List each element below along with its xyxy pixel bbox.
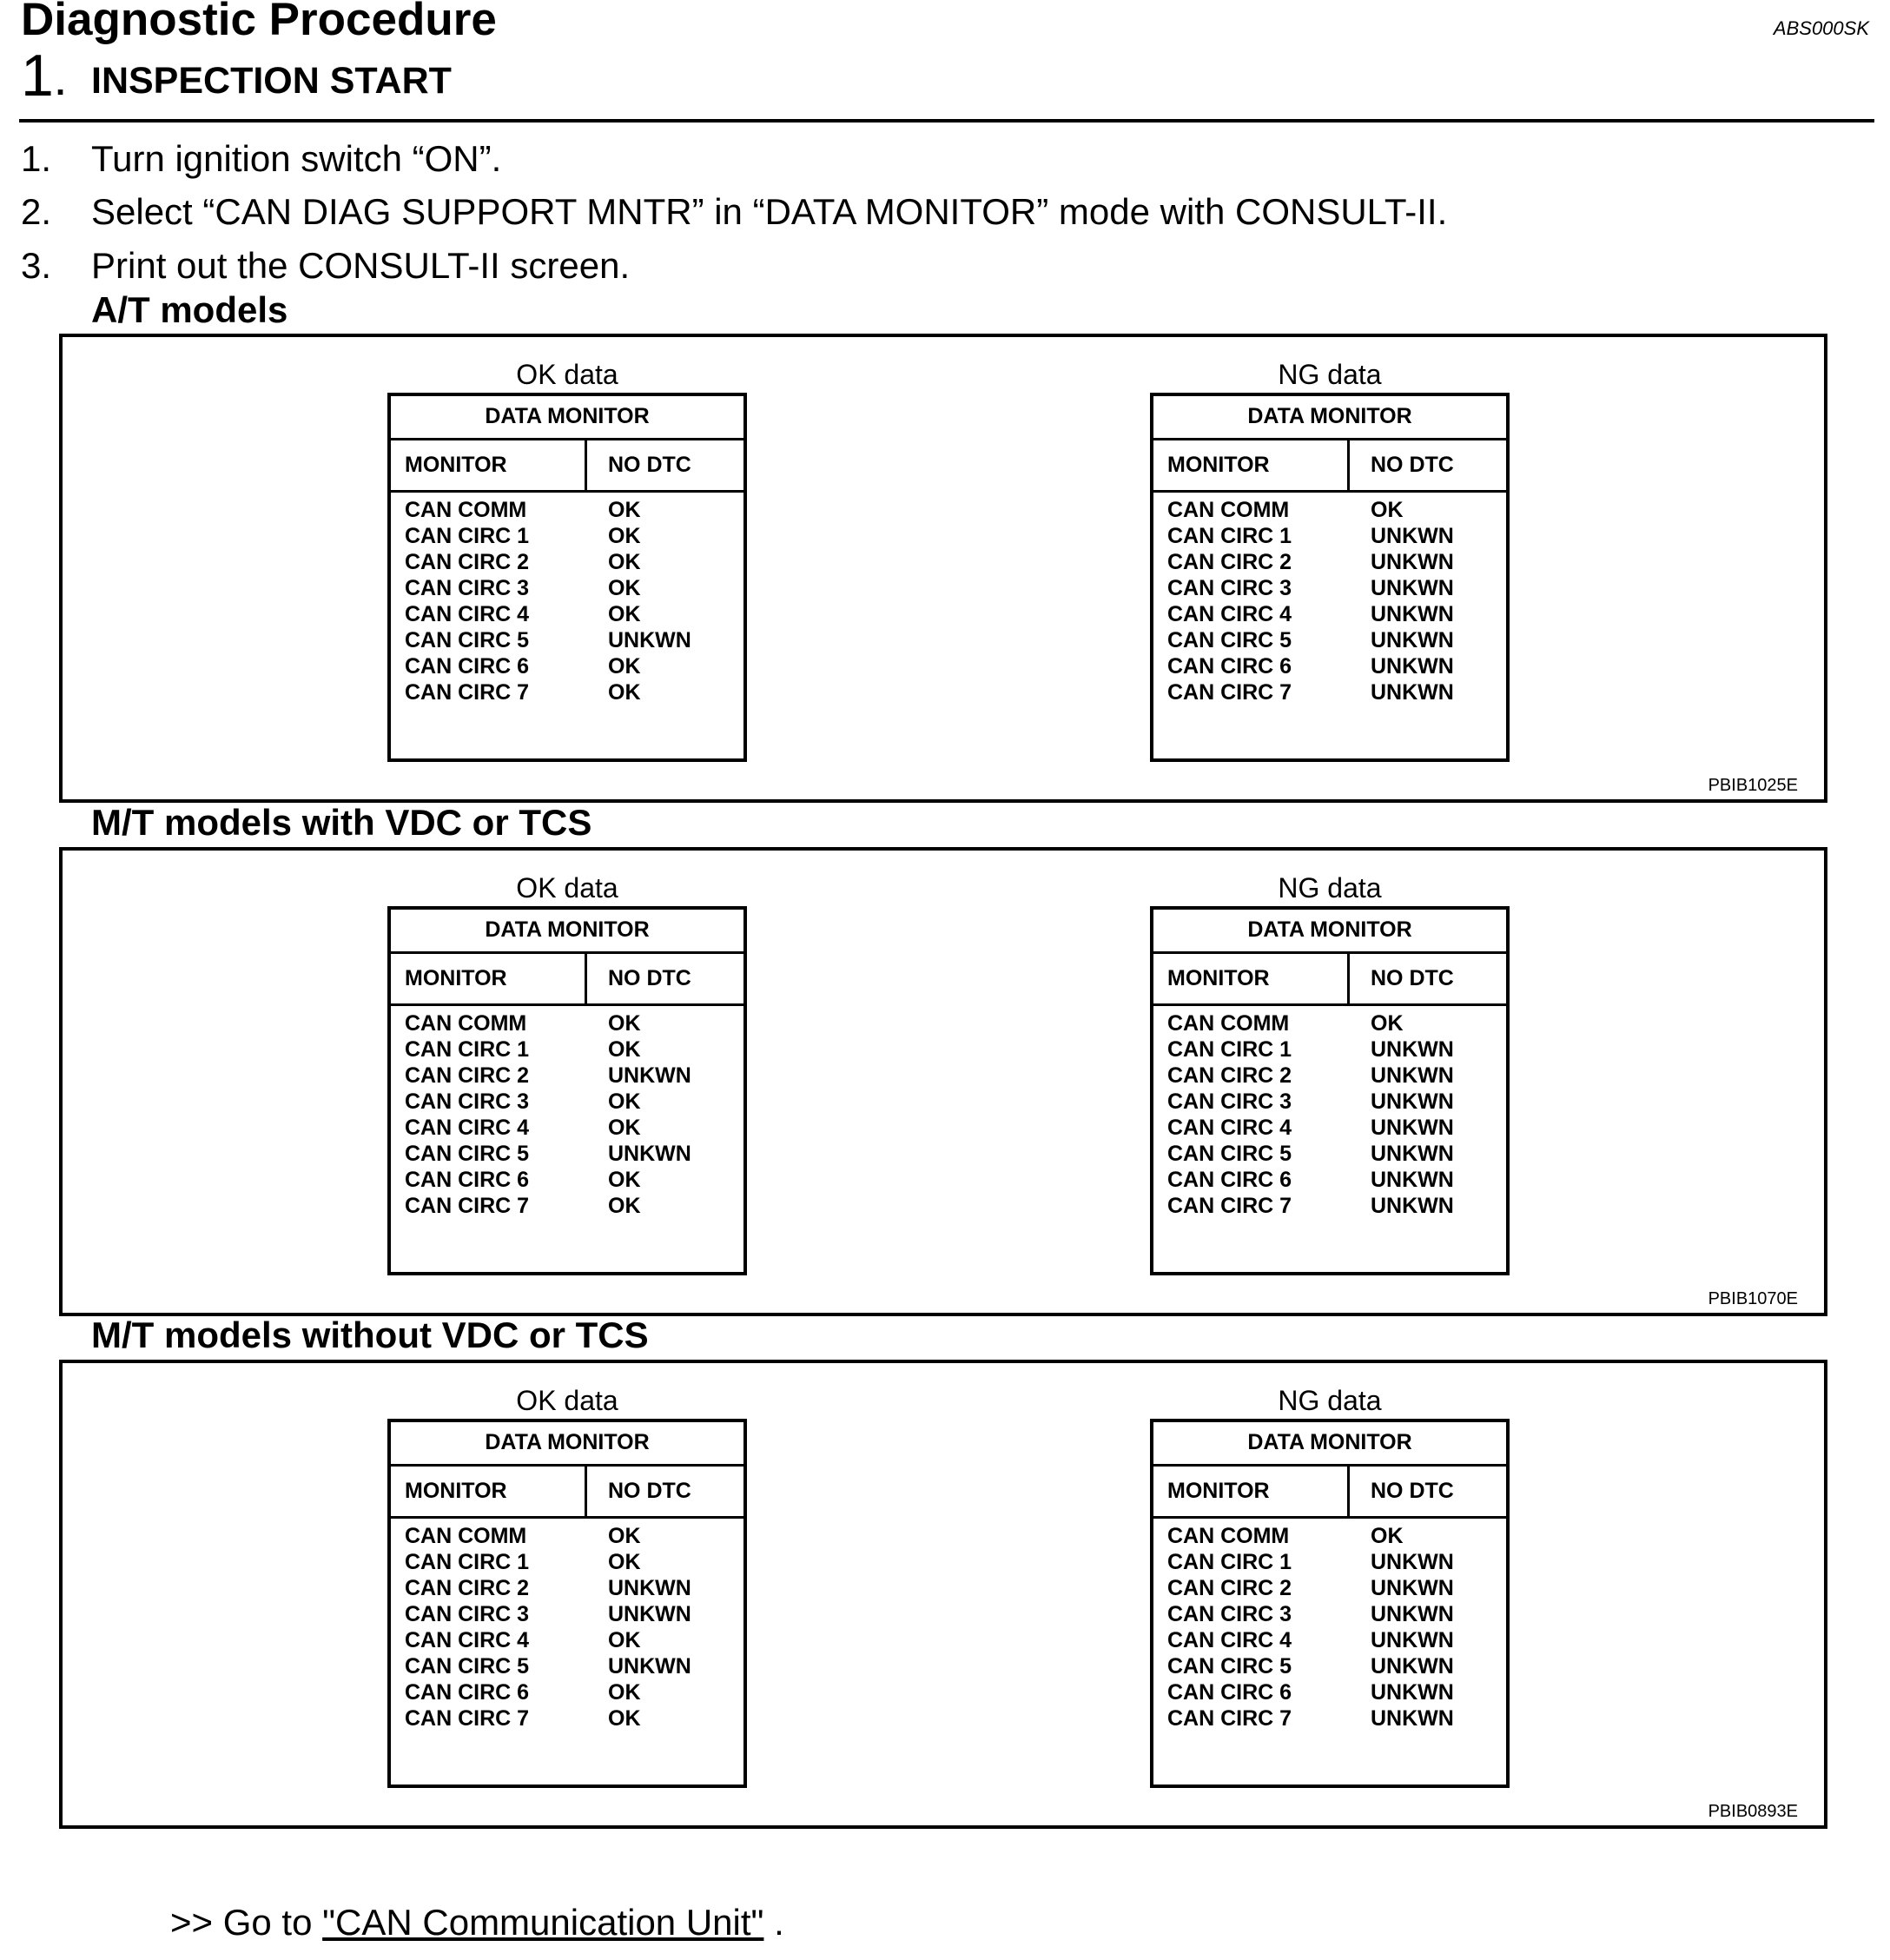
column-header <box>391 440 743 493</box>
monitor-item-status: UNKWN <box>1371 524 1454 548</box>
monitor-item-status: OK <box>608 1550 641 1574</box>
instruction-number: 3. <box>21 245 52 286</box>
column-header <box>1153 440 1506 493</box>
column-header <box>391 1467 743 1519</box>
monitor-item-name: CAN CIRC 7 <box>405 1194 530 1218</box>
instruction-number: 1. <box>21 138 52 179</box>
data-monitor-box <box>387 906 747 1275</box>
monitor-row <box>1167 679 1506 705</box>
monitor-item-status: OK <box>608 1011 641 1036</box>
monitor-item-name: CAN CIRC 2 <box>1167 550 1292 574</box>
monitor-item-name: CAN CIRC 4 <box>1167 1116 1292 1140</box>
heading-divider <box>19 119 1874 122</box>
monitor-item-name: CAN COMM <box>405 1524 527 1548</box>
data-monitor-box <box>1150 1419 1510 1788</box>
monitor-item-status: OK <box>608 498 641 522</box>
data-monitor-box <box>1150 393 1510 762</box>
monitor-item-status: UNKWN <box>1371 1628 1454 1652</box>
monitor-item-status: OK <box>608 1524 641 1548</box>
monitor-item-status: UNKWN <box>1371 1602 1454 1626</box>
monitor-row <box>1167 1679 1506 1705</box>
monitor-row <box>1167 1601 1506 1627</box>
monitor-item-status: OK <box>608 654 641 679</box>
instruction-text: Print out the CONSULT-II screen. <box>91 245 631 286</box>
section-title: M/T models without VDC or TCS <box>91 1314 649 1355</box>
ng-data-block <box>1150 1384 1510 1788</box>
monitor-item-status: OK <box>608 680 641 705</box>
document-code: ABS000SK <box>1773 17 1869 39</box>
ok-data-caption: OK data <box>516 872 618 904</box>
monitor-row <box>405 653 743 679</box>
monitor-row <box>405 1705 743 1732</box>
no-dtc-column-label: NO DTC <box>1371 966 1454 990</box>
ng-data-block <box>1150 358 1510 762</box>
monitor-rows <box>1167 1010 1506 1219</box>
monitor-item-name: CAN CIRC 3 <box>405 1089 530 1114</box>
monitor-row <box>1167 1089 1506 1115</box>
monitor-item-status: UNKWN <box>1371 628 1454 652</box>
monitor-column-label: MONITOR <box>1153 440 1350 490</box>
monitor-row <box>405 1010 743 1036</box>
no-dtc-column-label: NO DTC <box>1371 1479 1454 1503</box>
monitor-item-name: CAN CIRC 4 <box>405 602 530 626</box>
monitor-row <box>405 1141 743 1167</box>
monitor-item-status: UNKWN <box>1371 1116 1454 1140</box>
column-header <box>391 954 743 1006</box>
monitor-row <box>1167 1167 1506 1193</box>
monitor-row <box>405 497 743 523</box>
monitor-row <box>1167 653 1506 679</box>
monitor-item-status: UNKWN <box>1371 550 1454 574</box>
monitor-item-status: OK <box>1371 1011 1404 1036</box>
monitor-item-name: CAN CIRC 3 <box>1167 1089 1292 1114</box>
monitor-row <box>1167 1036 1506 1063</box>
monitor-row <box>405 1653 743 1679</box>
monitor-item-status: UNKWN <box>1371 602 1454 626</box>
monitor-row <box>405 627 743 653</box>
monitor-item-name: CAN CIRC 2 <box>405 550 530 574</box>
monitor-item-status: UNKWN <box>608 1654 691 1679</box>
monitor-item-name: CAN CIRC 6 <box>1167 654 1292 679</box>
section-title: A/T models <box>91 289 288 330</box>
monitor-row <box>405 1679 743 1705</box>
monitor-item-name: CAN CIRC 5 <box>1167 628 1292 652</box>
monitor-column-label: MONITOR <box>391 440 587 490</box>
monitor-item-name: CAN CIRC 1 <box>1167 1550 1292 1574</box>
footer-prefix: >> Go to <box>170 1902 323 1943</box>
column-header <box>1153 954 1506 1006</box>
monitor-item-status: OK <box>608 1628 641 1652</box>
data-monitor-box <box>387 393 747 762</box>
monitor-item-status: OK <box>608 1680 641 1705</box>
monitor-item-name: CAN COMM <box>405 498 527 522</box>
monitor-item-status: OK <box>608 602 641 626</box>
monitor-item-name: CAN CIRC 1 <box>1167 1037 1292 1062</box>
monitor-item-name: CAN CIRC 3 <box>1167 576 1292 600</box>
ok-data-caption: OK data <box>516 1385 618 1416</box>
no-dtc-column-label: NO DTC <box>608 1479 691 1503</box>
monitor-item-status: OK <box>608 1706 641 1731</box>
monitor-item-status: UNKWN <box>1371 1063 1454 1088</box>
monitor-item-status: UNKWN <box>1371 1550 1454 1574</box>
monitor-item-name: CAN CIRC 4 <box>405 1116 530 1140</box>
monitor-item-status: OK <box>608 1089 641 1114</box>
monitor-item-status: OK <box>1371 498 1404 522</box>
monitor-item-status: UNKWN <box>1371 1194 1454 1218</box>
monitor-row <box>405 1036 743 1063</box>
monitor-rows <box>405 1010 743 1219</box>
monitor-rows <box>1167 497 1506 705</box>
monitor-row <box>1167 1010 1506 1036</box>
monitor-item-name: CAN CIRC 5 <box>405 628 530 652</box>
monitor-item-name: CAN CIRC 1 <box>405 1550 530 1574</box>
monitor-row <box>405 1575 743 1601</box>
ok-data-block <box>387 871 747 1275</box>
monitor-item-status: UNKWN <box>1371 1037 1454 1062</box>
monitor-item-status: UNKWN <box>1371 576 1454 600</box>
ng-data-caption: NG data <box>1278 1385 1382 1416</box>
ng-data-caption: NG data <box>1278 359 1382 390</box>
monitor-rows <box>405 1523 743 1732</box>
monitor-item-name: CAN CIRC 2 <box>405 1063 530 1088</box>
monitor-item-name: CAN CIRC 3 <box>405 1602 530 1626</box>
monitor-figure <box>59 1360 1827 1829</box>
monitor-row <box>405 1549 743 1575</box>
monitor-item-status: UNKWN <box>1371 1680 1454 1705</box>
step-number: 1 <box>21 43 54 109</box>
monitor-item-status: OK <box>608 550 641 574</box>
monitor-item-status: UNKWN <box>1371 680 1454 705</box>
footer-suffix: . <box>763 1902 784 1943</box>
section-title: M/T models with VDC or TCS <box>91 802 592 843</box>
data-monitor-title: DATA MONITOR <box>391 1422 743 1467</box>
monitor-item-name: CAN COMM <box>1167 1524 1290 1548</box>
ok-data-caption: OK data <box>516 359 618 390</box>
monitor-row <box>405 1523 743 1549</box>
monitor-row <box>1167 523 1506 549</box>
ng-data-block <box>1150 871 1510 1275</box>
monitor-item-name: CAN CIRC 5 <box>1167 1654 1292 1679</box>
monitor-item-status: UNKWN <box>1371 1706 1454 1731</box>
monitor-item-name: CAN CIRC 7 <box>405 680 530 705</box>
monitor-item-status: UNKWN <box>1371 1168 1454 1192</box>
monitor-item-name: CAN CIRC 5 <box>1167 1142 1292 1166</box>
ok-data-block <box>387 358 747 762</box>
monitor-row <box>1167 1523 1506 1549</box>
can-communication-unit-link[interactable]: "CAN Communication Unit" <box>322 1902 764 1943</box>
monitor-item-name: CAN CIRC 5 <box>405 1654 530 1679</box>
ng-data-caption: NG data <box>1278 872 1382 904</box>
monitor-row <box>405 1167 743 1193</box>
figure-code: PBIB0893E <box>1708 1802 1798 1821</box>
footer-navigation <box>170 1903 784 1943</box>
data-monitor-title: DATA MONITOR <box>1153 910 1506 954</box>
monitor-column-label: MONITOR <box>391 954 587 1003</box>
monitor-item-status: UNKWN <box>1371 1654 1454 1679</box>
figure-code: PBIB1025E <box>1708 776 1798 795</box>
monitor-item-name: CAN CIRC 2 <box>405 1576 530 1600</box>
monitor-item-name: CAN CIRC 7 <box>1167 1706 1292 1731</box>
instruction-text: Select “CAN DIAG SUPPORT MNTR” in “DATA MONITOR” mode with CONSULT-II. <box>91 191 1448 232</box>
monitor-figure <box>59 334 1827 803</box>
monitor-item-name: CAN CIRC 7 <box>1167 1194 1292 1218</box>
monitor-row <box>1167 1115 1506 1141</box>
column-header <box>1153 1467 1506 1519</box>
data-monitor-title: DATA MONITOR <box>391 910 743 954</box>
monitor-row <box>1167 1063 1506 1089</box>
monitor-item-status: UNKWN <box>608 1576 691 1600</box>
monitor-item-name: CAN COMM <box>1167 498 1290 522</box>
monitor-item-status: OK <box>608 1168 641 1192</box>
instruction-number: 2. <box>21 191 52 232</box>
monitor-row <box>1167 497 1506 523</box>
data-monitor-box <box>1150 906 1510 1275</box>
no-dtc-column-label: NO DTC <box>1371 453 1454 477</box>
monitor-figure <box>59 847 1827 1316</box>
monitor-row <box>1167 1575 1506 1601</box>
monitor-column-label: MONITOR <box>1153 1467 1350 1516</box>
monitor-row <box>1167 575 1506 601</box>
monitor-item-name: CAN CIRC 6 <box>405 1168 530 1192</box>
monitor-item-status: OK <box>608 576 641 600</box>
monitor-row <box>1167 1141 1506 1167</box>
monitor-item-name: CAN COMM <box>405 1011 527 1036</box>
no-dtc-column-label: NO DTC <box>608 453 691 477</box>
monitor-row <box>405 1063 743 1089</box>
monitor-row <box>405 1193 743 1219</box>
monitor-item-name: CAN CIRC 4 <box>405 1628 530 1652</box>
monitor-item-status: UNKWN <box>608 1063 691 1088</box>
data-monitor-box <box>387 1419 747 1788</box>
page-title: Diagnostic Procedure <box>21 0 497 45</box>
monitor-item-status: UNKWN <box>1371 1089 1454 1114</box>
monitor-item-status: UNKWN <box>1371 654 1454 679</box>
monitor-row <box>1167 601 1506 627</box>
monitor-item-name: CAN CIRC 3 <box>405 576 530 600</box>
monitor-item-name: CAN CIRC 4 <box>1167 602 1292 626</box>
figure-code: PBIB1070E <box>1708 1289 1798 1308</box>
monitor-row <box>405 679 743 705</box>
monitor-row <box>1167 1627 1506 1653</box>
monitor-item-status: UNKWN <box>608 1142 691 1166</box>
ok-data-block <box>387 1384 747 1788</box>
monitor-row <box>1167 549 1506 575</box>
monitor-item-name: CAN CIRC 1 <box>405 524 530 548</box>
monitor-item-status: OK <box>608 1037 641 1062</box>
monitor-row <box>1167 1549 1506 1575</box>
monitor-item-name: CAN CIRC 2 <box>1167 1063 1292 1088</box>
monitor-item-status: UNKWN <box>1371 1576 1454 1600</box>
monitor-row <box>405 575 743 601</box>
monitor-item-name: CAN CIRC 6 <box>405 654 530 679</box>
monitor-item-name: CAN CIRC 5 <box>405 1142 530 1166</box>
monitor-column-label: MONITOR <box>1153 954 1350 1003</box>
monitor-rows <box>1167 1523 1506 1732</box>
step-title: INSPECTION START <box>91 60 452 102</box>
monitor-item-name: CAN CIRC 1 <box>1167 524 1292 548</box>
monitor-row <box>1167 1653 1506 1679</box>
no-dtc-column-label: NO DTC <box>608 966 691 990</box>
monitor-item-name: CAN CIRC 6 <box>1167 1680 1292 1705</box>
monitor-item-name: CAN CIRC 3 <box>1167 1602 1292 1626</box>
monitor-item-name: CAN CIRC 6 <box>405 1680 530 1705</box>
monitor-item-name: CAN CIRC 1 <box>405 1037 530 1062</box>
data-monitor-title: DATA MONITOR <box>1153 1422 1506 1467</box>
monitor-item-status: UNKWN <box>608 1602 691 1626</box>
monitor-item-name: CAN CIRC 4 <box>1167 1628 1292 1652</box>
monitor-item-status: UNKWN <box>1371 1142 1454 1166</box>
monitor-item-status: OK <box>608 1116 641 1140</box>
monitor-row <box>1167 627 1506 653</box>
monitor-row <box>405 1115 743 1141</box>
monitor-item-status: OK <box>608 1194 641 1218</box>
monitor-rows <box>405 497 743 705</box>
data-monitor-title: DATA MONITOR <box>391 396 743 440</box>
monitor-item-name: CAN CIRC 7 <box>405 1706 530 1731</box>
monitor-row <box>1167 1705 1506 1732</box>
monitor-row <box>405 523 743 549</box>
monitor-row <box>405 549 743 575</box>
monitor-row <box>405 601 743 627</box>
monitor-row <box>405 1601 743 1627</box>
monitor-row <box>405 1089 743 1115</box>
monitor-column-label: MONITOR <box>391 1467 587 1516</box>
monitor-item-name: CAN CIRC 2 <box>1167 1576 1292 1600</box>
step-number-dot: . <box>56 64 66 103</box>
monitor-item-name: CAN CIRC 6 <box>1167 1168 1292 1192</box>
monitor-item-status: UNKWN <box>608 628 691 652</box>
monitor-row <box>405 1627 743 1653</box>
monitor-item-status: OK <box>1371 1524 1404 1548</box>
instruction-text: Turn ignition switch “ON”. <box>91 138 502 179</box>
monitor-item-name: CAN CIRC 7 <box>1167 680 1292 705</box>
monitor-row <box>1167 1193 1506 1219</box>
monitor-item-name: CAN COMM <box>1167 1011 1290 1036</box>
monitor-item-status: OK <box>608 524 641 548</box>
data-monitor-title: DATA MONITOR <box>1153 396 1506 440</box>
